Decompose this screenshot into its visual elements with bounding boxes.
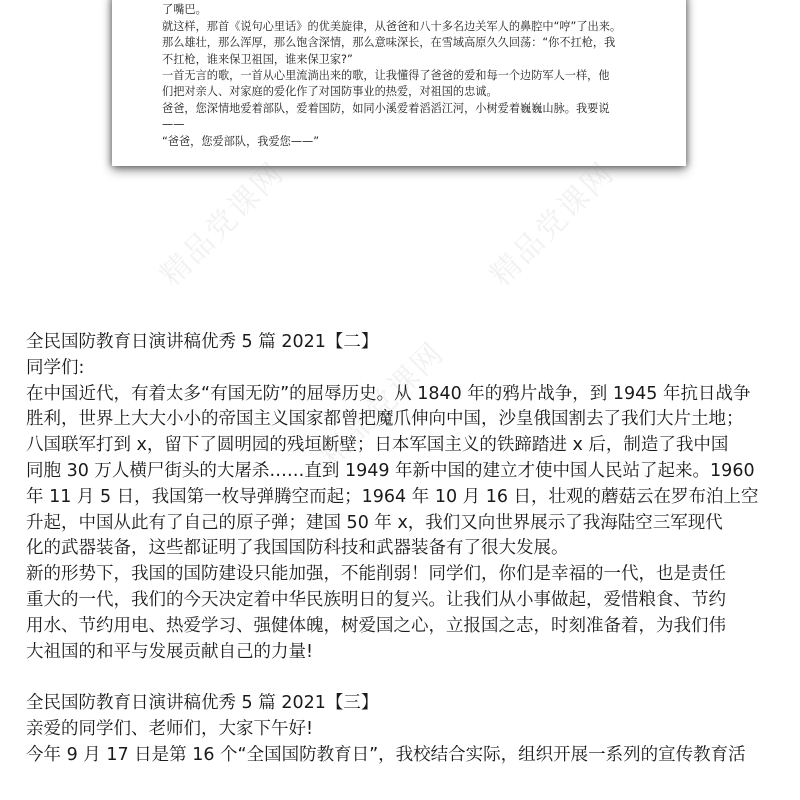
paragraph-line: 同胞 30 万人横尸街头的大屠杀……直到 1949 年新中国的建立才使中国人民站了起来。1960 [26,460,755,481]
paragraph-line: 化的武器装备，这些都证明了我国国防科技和武器装备有了很大发展。 [26,538,569,559]
section-title: 全民国防教育日演讲稿优秀 5 篇 2021【二】 [26,332,379,352]
watermark: 精品党课网 [483,155,622,294]
paragraph-line: 八国联军打到 x，留下了圆明园的残垣断壁；日本军国主义的铁蹄踏进 x 后，制造了我中国 [26,435,729,456]
card-line: 一首无言的歌，一首从心里流淌出来的歌，让我懂得了爸爸的爱和每一个边防军人一样，他 [162,68,610,82]
paragraph-line: 升起，中国从此有了自己的原子弹；建国 50 年 x，我们又向世界展示了我海陆空三军现代 [26,512,723,533]
paragraph-line: 大祖国的和平与发展贡献自己的力量! [26,641,314,662]
card-line: 了嘴巴。 [162,3,207,17]
card-line: 就这样，那首《说句心里话》的优美旋律，从爸爸和八十多名边关军人的鼻腔中“哼”了出来。 [162,19,622,33]
paragraph-line: 年 11 月 5 日，我国第一枚导弹腾空而起；1964 年 10 月 16 日，壮观的蘑菇云在罗布泊上空 [26,486,759,507]
embedded-page-card [112,0,686,166]
card-line: 爸爸，您深情地爱着部队，爱着国防，如同小溪爱着滔滔江河，小树爱着巍巍山脉。我要说 [162,101,610,115]
paragraph-line: 胜利，世界上大大小小的帝国主义国家都曾把魔爪伸向中国，沙皇俄国割去了我们大片土地； [26,409,744,430]
card-line: —— [162,118,185,132]
watermark: 精品党课网 [153,155,292,294]
paragraph-line: 用水、节约用电、热爱学习、强健体魄，树爱国之心，立报国之志，时刻准备着，为我们伟 [26,615,726,636]
paragraph-line: 新的形势下，我国的国防建设只能加强，不能削弱！同学们，你们是幸福的一代，也是责任 [26,564,726,585]
paragraph-line: 重大的一代，我们的今天决定着中华民族明日的复兴。让我们从小事做起，爱惜粮食、节约 [26,589,726,610]
card-line: 们把对亲人、对家庭的爱化作了对国防事业的热爱，对祖国的忠诚。 [162,85,498,99]
card-line: “爸爸，您爱部队，我爱您——” [162,134,320,148]
watermark: 精品党课网 [313,335,452,474]
greeting: 亲爱的同学们、老师们，大家下午好! [26,718,314,739]
paragraph-line: 在中国近代，有着太多“有国无防”的屈辱历史。从 1840 年的鸦片战争，到 1945 年抗日战争 [26,383,751,404]
section-title: 全民国防教育日演讲稿优秀 5 篇 2021【三】 [26,693,379,714]
paragraph-line: 今年 9 月 17 日是第 16 个“全国国防教育日”，我校结合实际，组织开展一系列的宣传教育活 [26,744,746,765]
card-text [162,0,662,150]
document-body [26,330,778,769]
card-line: 那么雄壮，那么浑厚，那么饱含深情，那么意味深长，在雪域高原久久回荡：“你不扛枪，我 [162,36,616,50]
greeting: 同学们: [26,357,85,378]
card-line: 不扛枪，谁来保卫祖国，谁来保卫家?” [162,52,353,66]
blank-line [26,665,778,691]
